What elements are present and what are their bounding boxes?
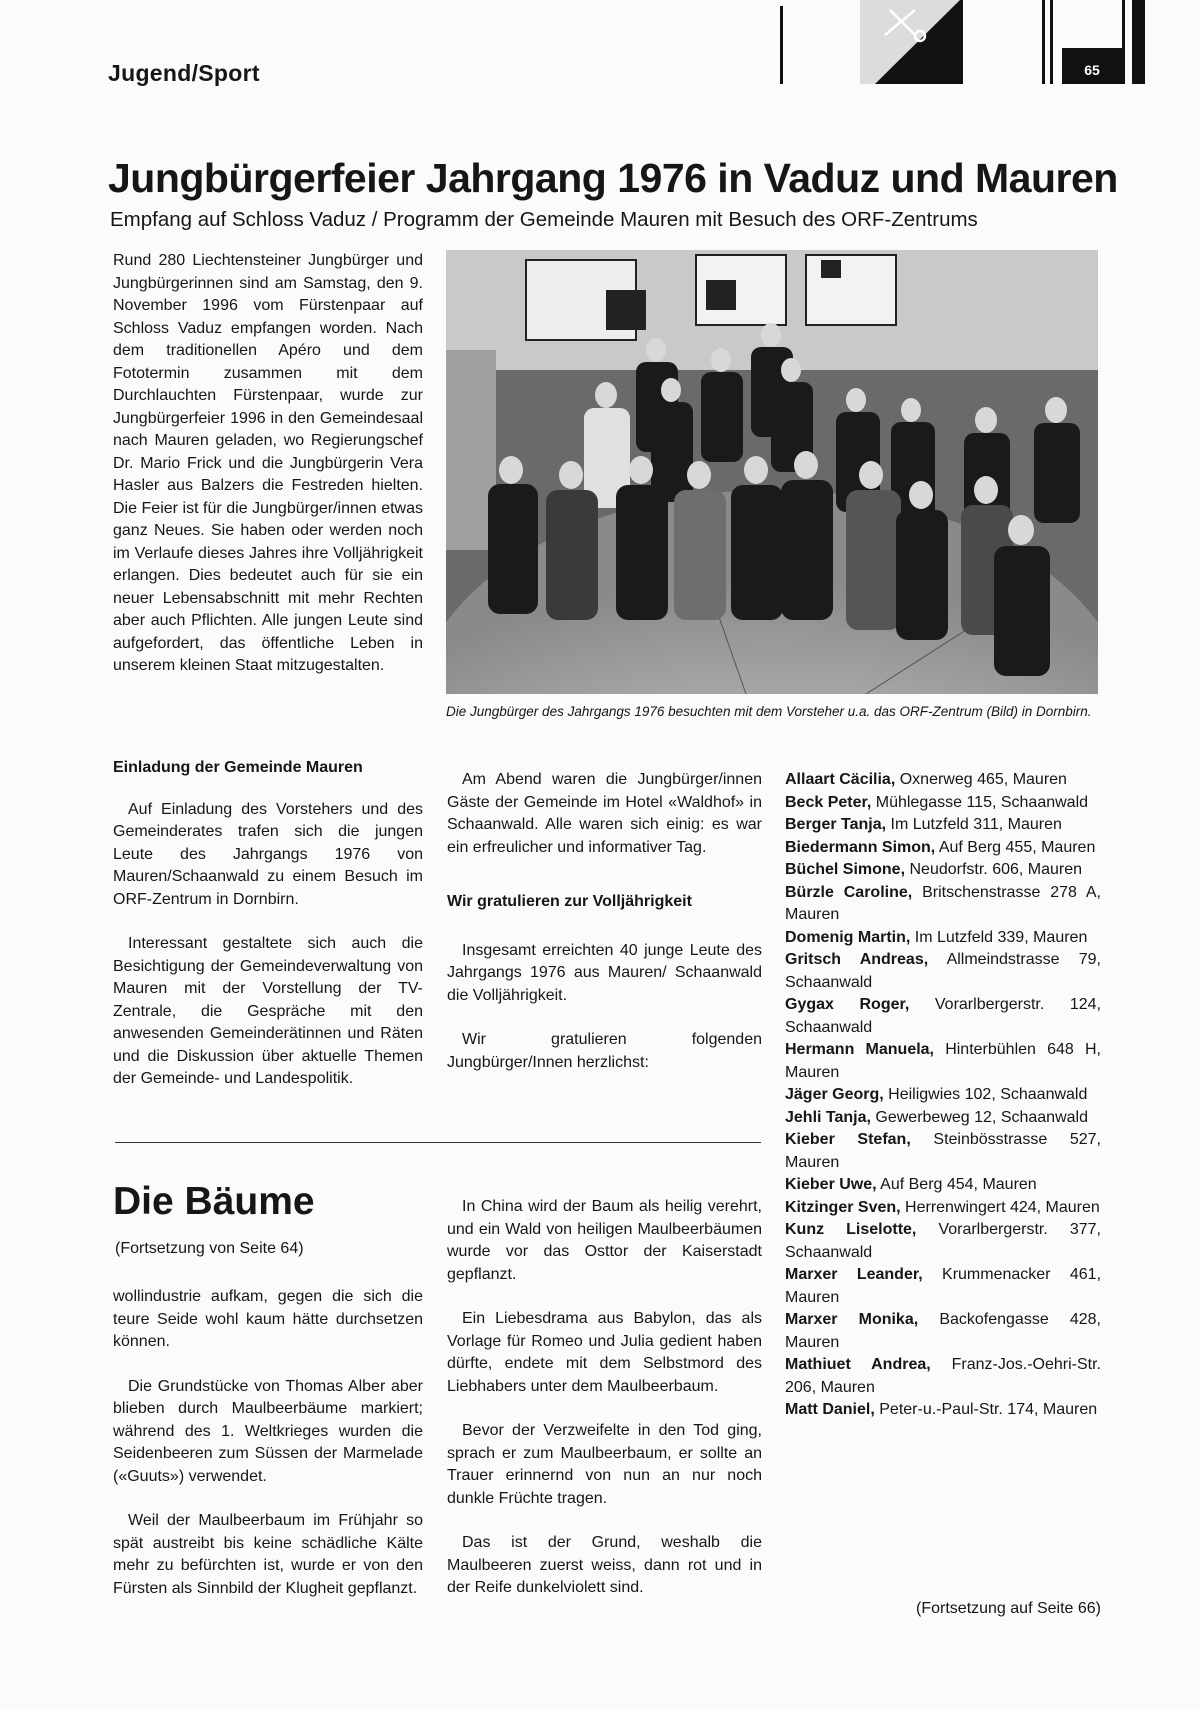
list-item-address: Allmeindstrasse 79, Schaanwald (785, 951, 1102, 991)
section-label: Jugend/Sport (108, 60, 260, 86)
list-item-address: Vorarlbergerstr. 124, Schaanwald (785, 996, 1101, 1036)
list-item-name: Mathiuet Andrea, (785, 1356, 931, 1373)
list-item (785, 837, 1101, 860)
list-item (785, 792, 1101, 815)
list-item-address: Franz-Jos.-Oehri-Str. 206, Mauren (785, 1356, 1101, 1396)
baeume-c2-paragraph-4: Das ist der Grund, weshalb die Maulbeeren zuerst weiss, dann rot und in der Reife dunkelviolett sind. (447, 1534, 762, 1596)
list-item-name: Büchel Simone, (785, 861, 906, 878)
list-item (785, 814, 1101, 837)
list-item-name: Marxer Leander, (785, 1266, 923, 1283)
list-item (785, 1039, 1101, 1084)
list-item-name: Matt Daniel, (785, 1401, 875, 1418)
list-item (785, 769, 1101, 792)
continued-note: (Fortsetzung auf Seite 66) (916, 1600, 1101, 1617)
list-item-name: Hermann Manuela, (785, 1041, 934, 1058)
list-item-address: Neudorfstr. 606, Mauren (909, 861, 1083, 878)
list-item-name: Marxer Monika, (785, 1311, 919, 1328)
list-item-name: Jäger Georg, (785, 1086, 884, 1103)
list-item-address: Oxnerweg 465, Mauren (899, 771, 1067, 788)
list-item (785, 1309, 1101, 1354)
list-item-name: Allaart Cäcilia, (785, 771, 896, 788)
column2-paragraph-1: Am Abend waren die Jungbürger/innen Gäste der Gemeinde im Hotel «Waldhof» in Schaanwald. Alle waren sich einig: es war ein erfreulicher und informativer Tag. (447, 771, 762, 856)
baeume-c2-paragraph-3: Bevor der Verzweifelte in den Tod ging, sprach er zum Maulbeerbaum, er sollte an Trauer erinnernd von nun an nur noch dunkle Früchte tragen. (447, 1422, 762, 1507)
list-item (785, 927, 1101, 950)
list-item-address: Heiligwies 102, Schaanwald (888, 1086, 1088, 1103)
list-item-name: Jehli Tanja, (785, 1108, 871, 1126)
list-item-address: Backofengasse 428, Mauren (785, 1311, 1101, 1351)
list-item-address: Im Lutzfeld 311, Mauren (890, 816, 1062, 833)
list-item (785, 859, 1101, 882)
divider (115, 1142, 761, 1143)
list-item (785, 949, 1101, 994)
list-item (785, 1354, 1101, 1399)
baeume-column1 (113, 1286, 423, 1600)
baeume-c1-paragraph-1: wollindustrie aufkam, gegen die sich die teure Seide wohl kaum hätte durchsetzen können. (113, 1288, 423, 1350)
list-item (785, 1129, 1101, 1174)
list-item-name: Kunz Liselotte, (785, 1221, 917, 1238)
headline: Jungbürgerfeier Jahrgang 1976 in Vaduz und Mauren (108, 155, 1118, 201)
list-item (785, 882, 1101, 927)
list-item (785, 1399, 1101, 1422)
page-number: 65 (1084, 62, 1100, 78)
baeume-title: Die Bäume (113, 1180, 315, 1223)
list-item-address: Hinterbühlen 648 H, Mauren (785, 1041, 1101, 1081)
list-item-name: Bürzle Caroline, (785, 883, 913, 901)
group-photo (446, 250, 1098, 694)
name-list (785, 769, 1101, 1422)
list-item-address: Mühlegasse 115, Schaanwald (875, 793, 1089, 811)
baeume-c1-paragraph-3: Weil der Maulbeerbaum im Frühjahr so spät austreibt bis keine schädliche Kälte mehr zu befürchten ist, wurde er von den Fürsten als Sinnbild der Klugheit gepflanzt. (113, 1512, 423, 1597)
column2-paragraph-3: Wir gratulieren folgenden Jungbürger/Innen herzlichst: (447, 1031, 762, 1071)
list-item-address: Britschenstrasse 278 A, Mauren (785, 883, 1101, 923)
list-item-address: Auf Berg 455, Mauren (938, 838, 1096, 856)
section2-heading: Wir gratulieren zur Volljährigkeit (447, 893, 692, 910)
list-item (785, 1264, 1101, 1309)
list-item-address: Gewerbeweg 12, Schaanwald (875, 1108, 1088, 1126)
baeume-c2-paragraph-2: Ein Liebesdrama aus Babylon, das als Vorlage für Romeo und Julia gedient haben dürfte, endete mit dem Selbstmord des Liebhabers unter dem Maulbeerbaum. (447, 1310, 762, 1395)
section1-paragraph-2: Interessant gestaltete sich auch die Besichtigung der Gemeindeverwaltung von Mauren mit der Vorstellung der TV-Zentrale, die Gespräche mit den anwesenden Gemeinderätinnen und Räten und die Diskussion über aktuelle Themen der Gemeinde- und Landespolitik. (113, 935, 423, 1087)
list-item-name: Gygax Roger, (785, 996, 910, 1013)
list-item-address: Krummenacker 461, Mauren (785, 1266, 1102, 1306)
list-item (785, 1107, 1101, 1130)
list-item (785, 1174, 1101, 1197)
photo-caption: Die Jungbürger des Jahrgangs 1976 besuchten mit dem Vorsteher u.a. das ORF-Zentrum (Bild) in Dornbirn. (446, 704, 1092, 719)
list-item (785, 994, 1101, 1039)
list-item-name: Beck Peter, (785, 793, 872, 811)
list-item (785, 1219, 1101, 1264)
list-item-address: Peter-u.-Paul-Str. 174, Mauren (879, 1401, 1098, 1418)
section1-heading: Einladung der Gemeinde Mauren (113, 759, 363, 776)
list-item-name: Kitzinger Sven, (785, 1198, 901, 1216)
list-item (785, 1197, 1101, 1220)
list-item-name: Kieber Uwe, (785, 1176, 877, 1193)
list-item-name: Kieber Stefan, (785, 1131, 911, 1148)
section1 (113, 757, 423, 1091)
list-item-name: Gritsch Andreas, (785, 951, 929, 968)
list-item (785, 1084, 1101, 1107)
intro-text: Rund 280 Liechtensteiner Jungbürger und Jungbürgerinnen sind am Samstag, den 9. November 1996 vom Fürstenpaar auf Schloss Vaduz empfangen worden. Nach dem traditionellen Apéro und dem Fototermin zusammen mit dem Durchlauchten Fürstenpaar, wurde zur Jungbürgerfeier 1996 in den Gemeindesaal nach Mauren geladen, wo Regierungschef Dr. Mario Frick und die Jungbürgerin Vera Hasler aus Balzers die Festreden hielten. Die Feier ist für die Jungbürger/innen etwas ganz Neues. Sie haben oder werden noch im Verlaufe dieses Jahres ihre Volljährigkeit erlangen. Dies bedeutet auch für sie ein neuer Lebensabschnitt mit mehr Rechten aber auch Pflichten. Alle jungen Leute sind aufgefordert, das öffentliche Leben in unserem kleinen Staat mitzugestalten. (113, 252, 423, 674)
baeume-subtitle: (Fortsetzung von Seite 64) (115, 1240, 304, 1257)
list-item-address: Im Lutzfeld 339, Mauren (914, 928, 1088, 946)
list-item-address: Herrenwingert 424, Mauren (905, 1198, 1100, 1216)
list-item-address: Vorarlbergerstr. 377, Schaanwald (785, 1221, 1102, 1261)
list-item-name: Berger Tanja, (785, 816, 887, 833)
baeume-column2 (447, 1196, 762, 1600)
list-item-address: Steinbösstrasse 527, Mauren (785, 1131, 1101, 1171)
list-item-address: Auf Berg 454, Mauren (880, 1176, 1037, 1193)
intro-paragraph (113, 250, 423, 678)
subheadline: Empfang auf Schloss Vaduz / Programm der Gemeinde Mauren mit Besuch des ORF-Zentrums (110, 208, 978, 231)
baeume-c2-paragraph-1: In China wird der Baum als heilig verehrt, und ein Wald von heiligen Maulbeerbäumen wurde vor das Osttor der Kaiserstadt gepflanzt. (447, 1198, 762, 1283)
list-item-name: Domenig Martin, (785, 928, 911, 946)
column2-paragraph-2: Insgesamt erreichten 40 junge Leute des Jahrgangs 1976 aus Mauren/ Schaanwald die Volljährigkeit. (447, 941, 762, 1004)
section1-paragraph-1: Auf Einladung des Vorstehers und des Gemeinderates trafen sich die jungen Leute des Jahrgangs 1976 von Mauren/Schaanwald zu einem Besuch im ORF-Zentrum in Dornbirn. (113, 800, 423, 908)
list-item-name: Biedermann Simon, (785, 838, 936, 856)
baeume-c1-paragraph-2: Die Grundstücke von Thomas Alber aber blieben durch Maulbeerbäume markiert; während des 1. Weltkrieges wurden die Seidenbeeren zum Süssen der Marmelade («Guuts») verwendet. (113, 1377, 423, 1485)
column2 (447, 769, 762, 1074)
